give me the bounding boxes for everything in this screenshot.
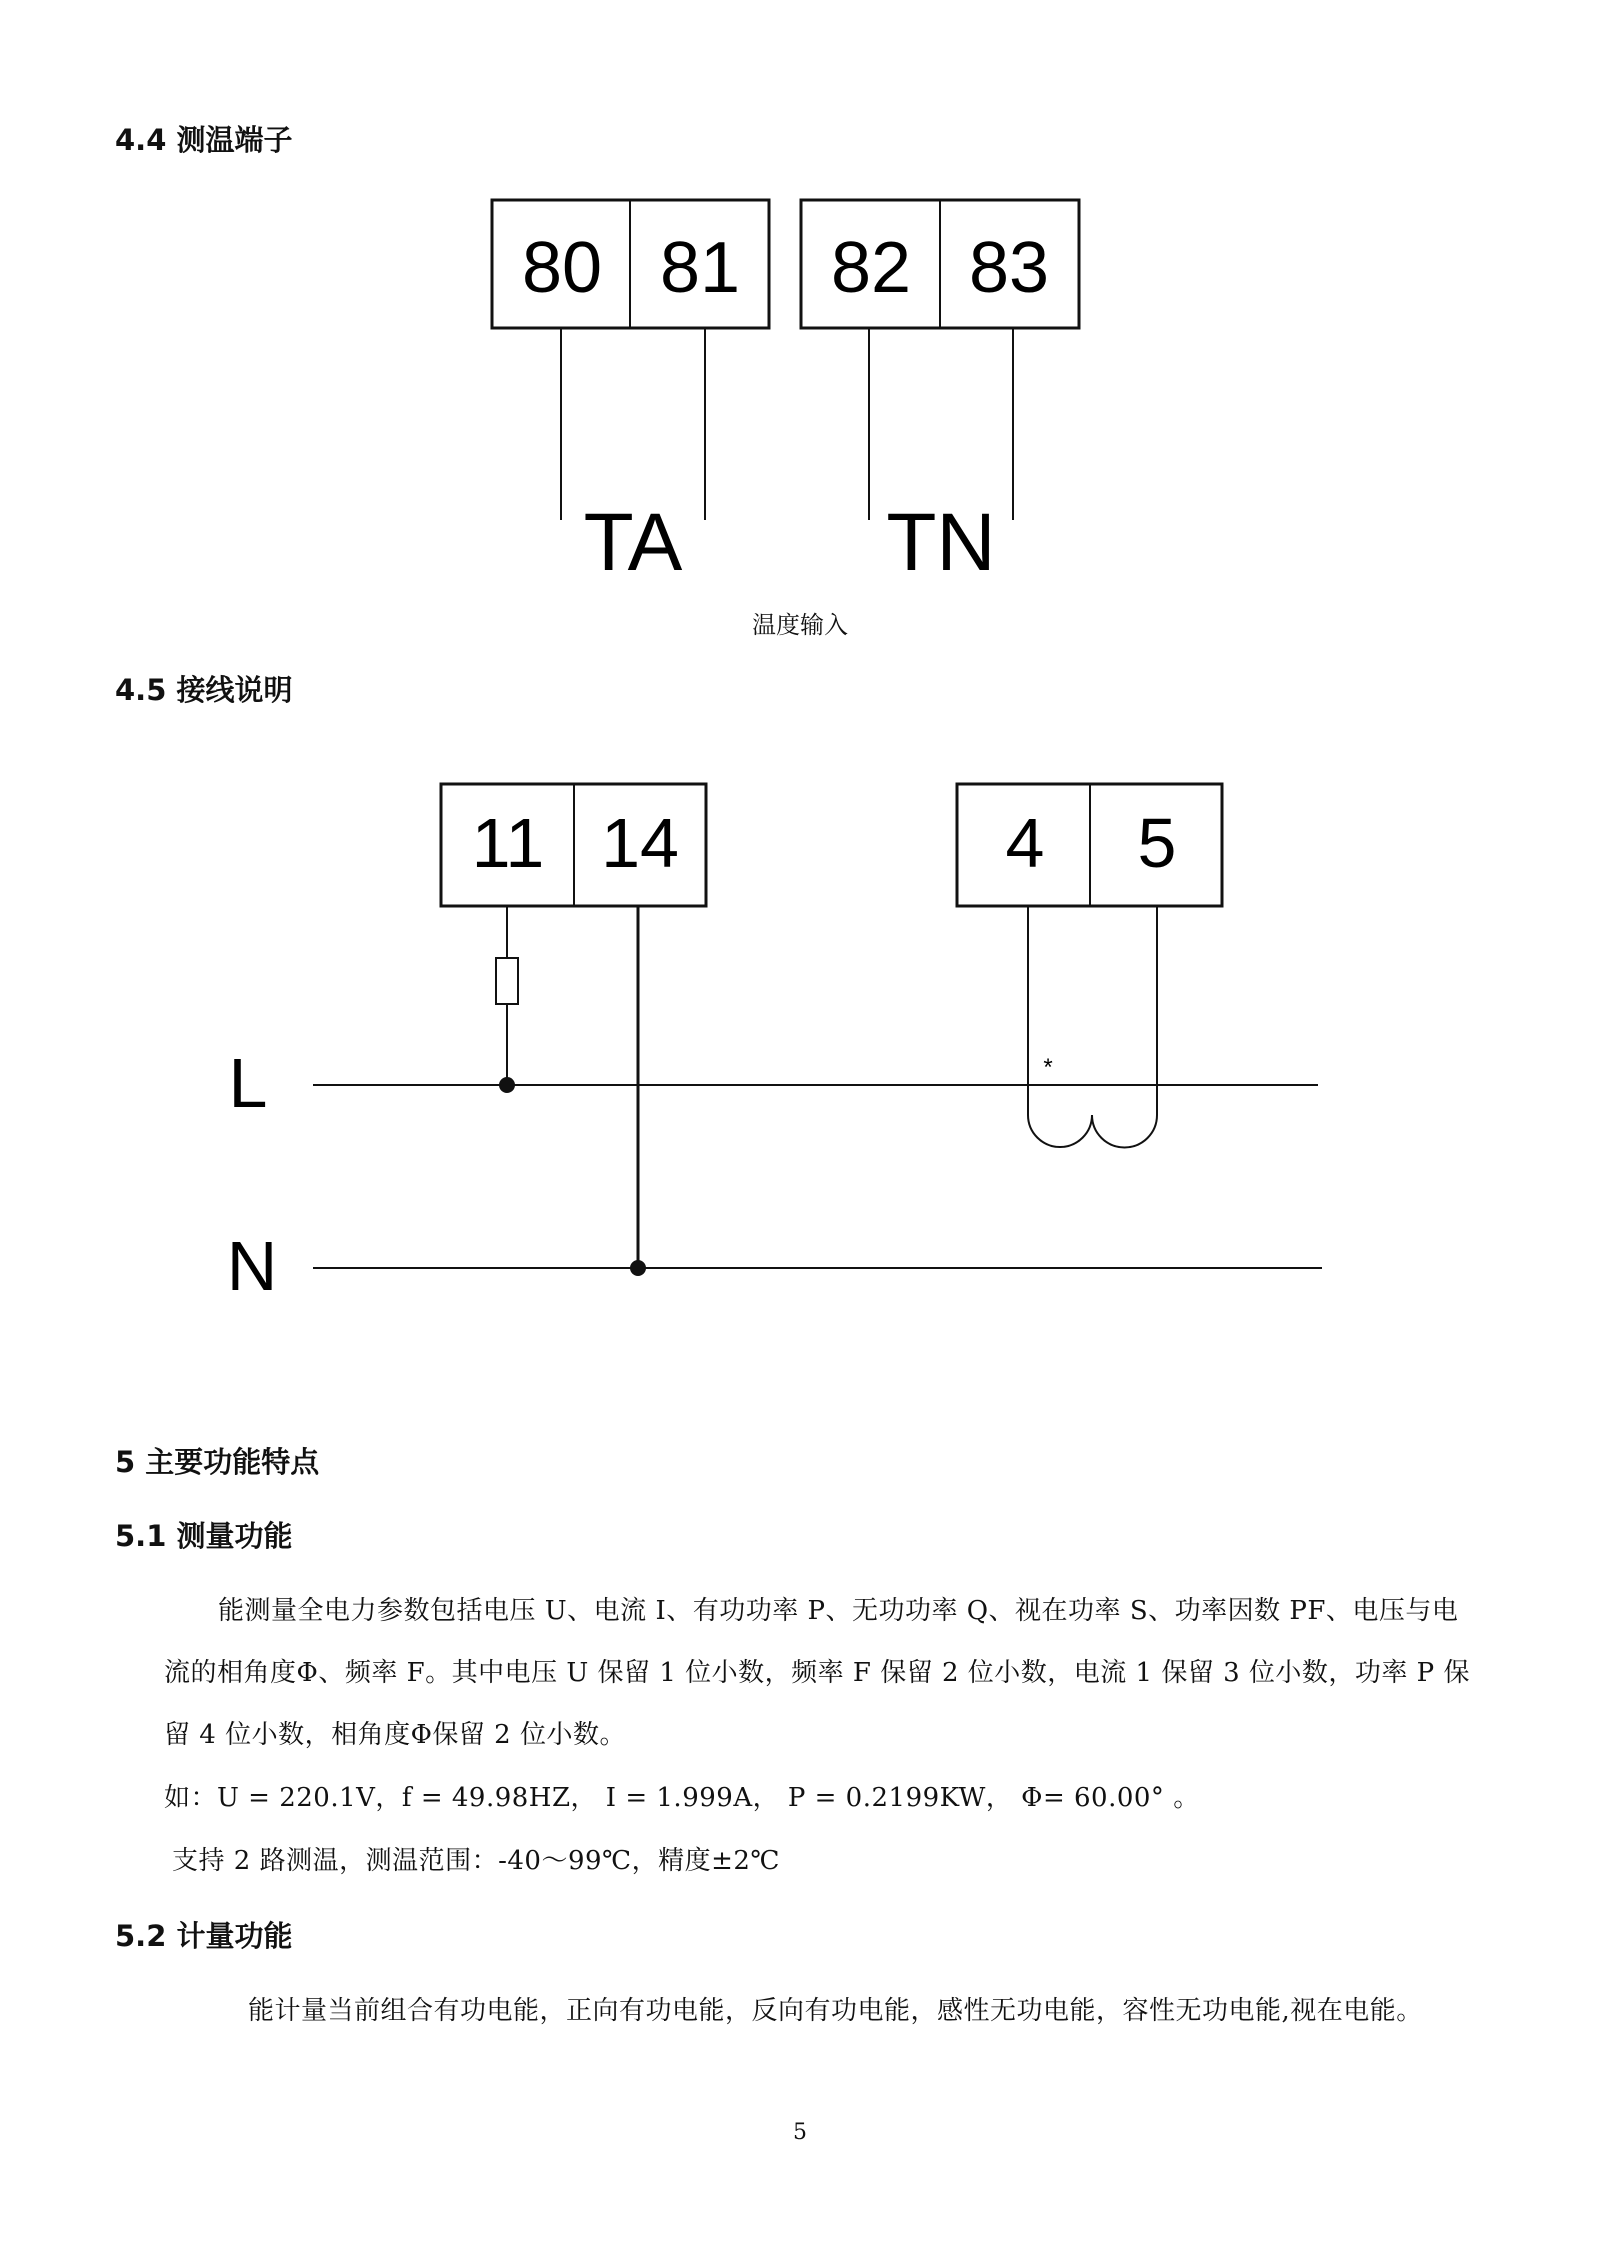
wiring-diagram (0, 740, 1600, 1320)
section-5-1-heading: 5.1 测量功能 (115, 1519, 293, 1553)
label-l: L (228, 1044, 268, 1122)
measurement-paragraph-line-1: 能测量全电力参数包括电压 U、电流 I、有功功率 P、无功功率 Q、视在功率 S、功率因数 PF、电压与电 (218, 1596, 1459, 1626)
section-4-5-heading: 4.5 接线说明 (115, 673, 293, 707)
section-5-heading: 5 主要功能特点 (115, 1445, 320, 1479)
label-ta: TA (583, 497, 683, 588)
terminal-81: 81 (659, 228, 741, 308)
label-n: N (226, 1227, 278, 1305)
section-5-2-heading: 5.2 计量功能 (115, 1919, 293, 1953)
current-transformer-coil (1028, 1115, 1157, 1148)
figure-caption: 温度输入 (752, 611, 848, 639)
measurement-paragraph-line-3: 留 4 位小数，相角度Φ保留 2 位小数。 (164, 1720, 626, 1750)
terminal-83: 83 (968, 228, 1050, 308)
metering-paragraph: 能计量当前组合有功电能，正向有功电能，反向有功电能，感性无功电能，容性无功电能,视在电能。 (248, 1996, 1423, 2026)
terminal-80: 80 (521, 228, 603, 308)
temperature-range-note: 支持 2 路测温，测温范围：-40～99℃，精度±2℃ (172, 1846, 781, 1876)
page-number: 5 (793, 2120, 807, 2145)
measurement-paragraph-line-2: 流的相角度Φ、频率 F。其中电压 U 保留 1 位小数，频率 F 保留 2 位小数，电流 1 保留 3 位小数，功率 P 保 (164, 1658, 1470, 1688)
fuse-symbol (496, 958, 518, 1004)
terminal-14: 14 (601, 804, 679, 882)
terminal-5: 5 (1137, 804, 1177, 882)
terminal-4: 4 (1005, 804, 1045, 882)
terminal-11: 11 (471, 804, 545, 882)
temperature-terminal-diagram (0, 0, 1600, 640)
terminal-82: 82 (830, 228, 912, 308)
label-tn: TN (886, 497, 996, 588)
section-4-4-heading: 4.4 测温端子 (115, 123, 293, 157)
polarity-star: * (1043, 1054, 1053, 1081)
measurement-example: 如：U = 220.1V，f = 49.98HZ， I = 1.999A， P = 0.2199KW， Φ= 60.00° 。 (164, 1783, 1200, 1813)
